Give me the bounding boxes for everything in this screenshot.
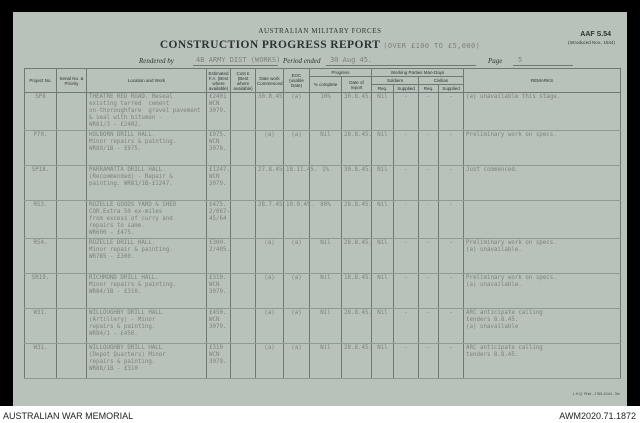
rendered-by-label: Rendered by xyxy=(139,57,174,65)
civilian-req-cell xyxy=(419,344,439,379)
civilian-supplied-cell xyxy=(439,239,464,274)
estimated-cell xyxy=(207,309,231,344)
soldiers-req-cell xyxy=(372,201,394,239)
serial-no-cell xyxy=(57,274,87,309)
col-civilian-req: Req. xyxy=(419,85,439,93)
date-of-report-cell-text: 28.8.45. xyxy=(344,345,372,351)
soldiers-req-cell-text: Nil xyxy=(377,132,388,138)
civilian-req-cell-text: - xyxy=(426,202,431,208)
col-eoc: EOC (usable Date) xyxy=(284,69,310,93)
soldiers-supplied-cell xyxy=(394,344,419,379)
serial-no-cell xyxy=(57,201,87,239)
pct-complete-cell xyxy=(310,274,342,309)
civilian-supplied-cell xyxy=(439,274,464,309)
location-work-cell xyxy=(87,274,207,309)
estimated-cell xyxy=(207,239,231,274)
col-cost: Cost £ (Best where available) xyxy=(231,69,256,93)
eoc-cell xyxy=(284,274,310,309)
eoc-cell-text: 10.9.45. xyxy=(286,202,314,208)
remarks-cell xyxy=(464,274,621,309)
estimated-cell-text: £2401 WCN 3079. xyxy=(209,94,227,114)
cost-cell xyxy=(231,93,256,131)
civilian-supplied-cell xyxy=(439,166,464,201)
location-work-cell xyxy=(87,201,207,239)
eoc-cell-text: 18.11.45. xyxy=(286,167,318,173)
civilian-req-cell xyxy=(419,309,439,344)
col-soldiers-group: Soldiers xyxy=(372,77,419,85)
civilian-req-cell xyxy=(419,274,439,309)
soldiers-supplied-cell-text: - xyxy=(404,167,408,173)
date-of-report-cell-text: 28.8.45. xyxy=(344,132,372,138)
col-working-parties-group: Working Parties Man-Days xyxy=(372,69,464,77)
civilian-req-cell xyxy=(419,239,439,274)
remarks-cell-text: Preliminary work on specs. (a) unavailable. xyxy=(466,240,557,253)
pct-complete-cell-text: 80% xyxy=(320,202,331,208)
soldiers-supplied-cell-text: - xyxy=(404,275,408,281)
eoc-cell xyxy=(284,344,310,379)
civilian-supplied-cell xyxy=(439,93,464,131)
date-of-report-cell-text: 30.8.45. xyxy=(344,94,372,100)
soldiers-supplied-cell-text: - xyxy=(404,240,408,246)
civilian-req-cell-text: - xyxy=(426,275,431,281)
location-work-cell xyxy=(87,93,207,131)
date-commenced-cell-text: (a) xyxy=(264,132,275,138)
civilian-req-cell-text: - xyxy=(426,240,431,246)
organisation-heading: AUSTRALIAN MILITARY FORCES xyxy=(258,27,382,35)
pct-complete-cell-text: Nil xyxy=(320,275,331,281)
col-date-of-report: Date of report xyxy=(342,77,372,93)
civilian-supplied-cell-text: - xyxy=(449,240,453,246)
date-of-report-cell xyxy=(342,274,372,309)
date-commenced-cell xyxy=(256,239,284,274)
project-no-cell xyxy=(25,309,57,344)
soldiers-req-cell-text: Nil xyxy=(377,94,388,100)
project-no-cell-text: SR19. xyxy=(31,275,50,281)
soldiers-req-cell-text: Nil xyxy=(377,275,388,281)
form-code: AAF S.54 xyxy=(580,31,611,38)
soldiers-supplied-cell xyxy=(394,93,419,131)
page-value: 5 xyxy=(518,56,523,64)
col-progress-group: Progress xyxy=(310,69,372,77)
date-commenced-cell xyxy=(256,344,284,379)
remarks-cell xyxy=(464,166,621,201)
eoc-cell xyxy=(284,239,310,274)
date-commenced-cell xyxy=(256,274,284,309)
estimated-cell xyxy=(207,166,231,201)
col-project-no: Project No. xyxy=(25,69,57,93)
remarks-cell xyxy=(464,93,621,131)
eoc-cell-text: (a) xyxy=(291,240,302,246)
eoc-cell xyxy=(284,93,310,131)
project-no-cell-text: R53. xyxy=(33,202,48,208)
remarks-cell xyxy=(464,131,621,166)
date-of-report-cell xyxy=(342,201,372,239)
cost-cell xyxy=(231,239,256,274)
estimated-cell-text: £300. 2/405. xyxy=(209,240,230,253)
project-no-cell-text: W31. xyxy=(33,310,48,316)
remarks-cell xyxy=(464,309,621,344)
date-commenced-cell-text: 30.8.45 xyxy=(258,94,283,100)
project-no-cell xyxy=(25,344,57,379)
estimated-cell xyxy=(207,344,231,379)
soldiers-supplied-cell xyxy=(394,309,419,344)
serial-no-cell xyxy=(57,166,87,201)
soldiers-req-cell xyxy=(372,166,394,201)
report-title xyxy=(13,39,627,51)
page-label: Page xyxy=(488,57,503,65)
location-work-cell xyxy=(87,166,207,201)
civilian-req-cell xyxy=(419,93,439,131)
col-pct-complete: % complete xyxy=(310,77,342,93)
table-row xyxy=(25,309,621,344)
form-note: (Introduced Nov., 1944) xyxy=(568,40,615,45)
soldiers-req-cell-text: Nil xyxy=(377,345,388,351)
soldiers-req-cell xyxy=(372,239,394,274)
pct-complete-cell-text: Nil xyxy=(320,310,331,316)
remarks-cell-text: ARC anticipate calling tenders 8.8.45. xyxy=(466,345,543,358)
printer-note: L.H.Q. Print - 1769-11/44 - 5m xyxy=(573,392,620,396)
civilian-supplied-cell xyxy=(439,201,464,239)
table-row xyxy=(25,201,621,239)
location-work-cell xyxy=(87,344,207,379)
pct-complete-cell xyxy=(310,131,342,166)
col-estimated: Estimated F.A. (Best where available) xyxy=(208,70,229,91)
eoc-cell xyxy=(284,166,318,201)
eoc-cell-text: (a) xyxy=(291,94,302,100)
estimated-cell-text: £310. WCN 3079. xyxy=(209,275,227,295)
pct-complete-cell xyxy=(310,344,342,379)
pct-complete-cell xyxy=(310,239,342,274)
project-no-cell xyxy=(25,274,57,309)
date-commenced-cell-text: 28.7.45 xyxy=(258,202,283,208)
pct-complete-cell xyxy=(310,201,342,239)
location-work-cell-text: WILLOUGHBY DRILL HALL (Artillery) - Minor repairs & painting. WR84/1 - £450. xyxy=(89,310,163,337)
pct-complete-cell-text: Nil xyxy=(320,132,331,138)
report-scope: (OVER £100 TO £5,000) xyxy=(383,42,481,50)
date-of-report-cell xyxy=(342,309,372,344)
remarks-cell-text: Preliminary work on specs. xyxy=(466,132,557,138)
date-commenced-cell xyxy=(256,201,284,239)
location-work-cell xyxy=(87,309,207,344)
col-date-commenced: Date work Commenced xyxy=(256,69,284,93)
soldiers-supplied-cell-text: - xyxy=(404,94,408,100)
eoc-cell-text: (a) xyxy=(291,275,302,281)
period-ended-label: Period ended xyxy=(283,57,321,65)
date-of-report-cell-text: 28.8.45. xyxy=(344,202,372,208)
project-no-cell-text: SP8 xyxy=(35,94,46,100)
table-row xyxy=(25,166,621,201)
civilian-supplied-cell-text: - xyxy=(449,310,453,316)
location-work-cell-text: THEATRE RED ROAD. Reseal existing tarred cement on-thoroughfare gravel pavement & seal with bitumen - WR81/3 - £2402. xyxy=(89,94,201,128)
eoc-cell-text: (a) xyxy=(291,310,302,316)
col-remarks: REMARKS xyxy=(464,69,621,93)
remarks-cell xyxy=(464,344,621,379)
estimated-cell xyxy=(207,201,231,239)
remarks-cell-text: ARC anticipate calling tenders 8.8.45. (a) unavailable xyxy=(466,310,543,330)
pct-complete-cell xyxy=(310,309,342,344)
date-of-report-cell xyxy=(342,344,372,379)
rendered-by-underline xyxy=(193,65,278,66)
date-of-report-cell-text: 18.8.45. xyxy=(344,275,372,281)
eoc-cell-text: (a) xyxy=(291,345,302,351)
soldiers-supplied-cell-text: - xyxy=(404,310,408,316)
date-commenced-cell-text: (a) xyxy=(264,240,275,246)
col-soldiers-supplied: Supplied xyxy=(394,85,419,93)
civilian-supplied-cell-text: - xyxy=(449,275,453,281)
date-commenced-cell xyxy=(256,309,284,344)
remarks-cell xyxy=(464,239,621,274)
soldiers-req-cell xyxy=(372,274,394,309)
date-commenced-cell xyxy=(256,166,284,201)
table-row xyxy=(25,344,621,379)
eoc-cell xyxy=(284,201,314,239)
date-commenced-cell-text: (a) xyxy=(264,310,275,316)
project-no-cell xyxy=(25,201,57,239)
estimated-cell xyxy=(207,93,231,131)
estimated-cell-text: £450. WCN 3079. xyxy=(209,310,227,330)
date-of-report-cell xyxy=(342,93,372,131)
project-no-cell xyxy=(25,166,57,201)
date-of-report-cell xyxy=(342,166,372,201)
serial-no-cell xyxy=(57,93,87,131)
eoc-cell xyxy=(284,309,310,344)
date-commenced-cell-text: (a) xyxy=(264,345,275,351)
footer-credit: AUSTRALIAN WAR MEMORIAL xyxy=(3,411,134,421)
cost-cell xyxy=(231,344,256,379)
soldiers-req-cell-text: Nil xyxy=(377,202,388,208)
date-commenced-cell xyxy=(256,93,284,131)
location-work-cell xyxy=(87,131,207,166)
location-work-cell-text: ROZELLE DRILL HALL. Minor repair & painting. WR785 - £300. xyxy=(89,240,173,260)
project-no-cell-text: R54. xyxy=(33,240,48,246)
civilian-req-cell xyxy=(419,166,439,201)
cost-cell xyxy=(231,309,256,344)
estimated-cell-text: £310 WCN 3079. xyxy=(209,345,227,365)
estimated-cell-text: £975. WCN 3078. xyxy=(209,132,227,152)
pct-complete-cell xyxy=(310,93,342,131)
eoc-cell xyxy=(284,131,310,166)
rendered-by-value: 4B ARMY DIST (WORKS) xyxy=(196,56,281,64)
estimated-cell-text: £1247. WCN 3079. xyxy=(209,167,230,187)
location-work-cell xyxy=(87,239,207,274)
civilian-req-cell-text: - xyxy=(426,94,431,100)
cost-cell xyxy=(231,131,256,166)
project-no-cell xyxy=(25,239,57,274)
project-no-cell-text: P70. xyxy=(33,132,48,138)
period-ended-value: 30 Aug 45. xyxy=(330,56,373,64)
table-row xyxy=(25,274,621,309)
civilian-supplied-cell-text: - xyxy=(449,202,453,208)
report-sheet xyxy=(13,12,627,406)
estimated-cell xyxy=(207,274,231,309)
remarks-cell-text: Preliminary work on specs. (a) unavailable. xyxy=(466,275,557,288)
civilian-supplied-cell-text: - xyxy=(449,94,453,100)
date-commenced-cell-text: (a) xyxy=(264,275,275,281)
serial-no-cell xyxy=(57,131,87,166)
soldiers-supplied-cell-text: - xyxy=(404,132,408,138)
cost-cell xyxy=(231,274,256,309)
serial-no-cell xyxy=(57,344,87,379)
civilian-req-cell-text: - xyxy=(426,132,431,138)
civilian-req-cell-text: - xyxy=(426,167,431,173)
date-of-report-cell-text: 28.8.45. xyxy=(344,240,372,246)
date-of-report-cell-text: 28.8.45. xyxy=(344,310,372,316)
serial-no-cell xyxy=(57,239,87,274)
pct-complete-cell-text: Nil xyxy=(320,240,331,246)
soldiers-supplied-cell xyxy=(394,201,419,239)
eoc-cell-text: (a) xyxy=(291,132,302,138)
civilian-supplied-cell xyxy=(439,309,464,344)
project-no-cell xyxy=(25,93,57,131)
soldiers-supplied-cell xyxy=(394,131,419,166)
report-title-text: CONSTRUCTION PROGRESS REPORT xyxy=(159,39,380,51)
table-row xyxy=(25,239,621,274)
table-row xyxy=(25,93,621,131)
project-no-cell-text: SP18. xyxy=(31,167,50,173)
col-civilian-group: Civilian xyxy=(419,77,464,85)
soldiers-req-cell xyxy=(372,309,394,344)
col-location-work: Location and Work xyxy=(87,69,207,93)
progress-table xyxy=(24,68,621,379)
serial-no-cell xyxy=(57,309,87,344)
project-no-cell-text: W31. xyxy=(33,345,48,351)
remarks-cell xyxy=(464,201,621,239)
civilian-supplied-cell-text: - xyxy=(449,167,453,173)
civilian-supplied-cell xyxy=(439,131,464,166)
soldiers-req-cell xyxy=(372,344,394,379)
soldiers-req-cell xyxy=(372,93,394,131)
soldiers-supplied-cell-text: - xyxy=(404,202,408,208)
date-of-report-cell xyxy=(342,239,372,274)
pct-complete-cell-text: 1% xyxy=(322,167,329,173)
date-of-report-cell xyxy=(342,131,372,166)
footer-accession-number: AWM2020.71.1872 xyxy=(559,411,636,421)
cost-cell xyxy=(231,166,256,201)
date-commenced-cell xyxy=(256,131,284,166)
remarks-cell-text: Just commenced. xyxy=(466,167,519,173)
civilian-supplied-cell xyxy=(439,344,464,379)
estimated-cell-text: £475. 2/067- 45/64 xyxy=(209,202,230,222)
civilian-req-cell-text: - xyxy=(426,310,431,316)
col-soldiers-req: Req. xyxy=(372,85,394,93)
location-work-cell-text: WILLOUGHBY DRILL HALL (Depot Quarters) Minor repairs & painting. WR88/1B - £310 xyxy=(89,345,166,372)
soldiers-supplied-cell-text: - xyxy=(404,345,408,351)
soldiers-req-cell-text: Nil xyxy=(377,240,388,246)
civilian-supplied-cell-text: - xyxy=(449,132,453,138)
location-work-cell-text: HOLBORN DRILL HALL. Minor repairs & painting. WR89/1B - £975. xyxy=(89,132,177,152)
project-no-cell xyxy=(25,131,57,166)
civilian-supplied-cell-text: - xyxy=(449,345,453,351)
period-ended-underline xyxy=(326,65,476,66)
page-underline xyxy=(513,65,573,66)
civilian-req-cell xyxy=(419,131,439,166)
soldiers-req-cell-text: Nil xyxy=(377,310,388,316)
estimated-cell xyxy=(207,131,231,166)
location-work-cell-text: ROZELLE GOODS YARD & SHED COR.Extra 50 ex-miles from excess of curry and repairs to same. WR600 - £475. xyxy=(89,202,177,236)
soldiers-supplied-cell xyxy=(394,166,419,201)
soldiers-req-cell-text: Nil xyxy=(377,167,388,173)
soldiers-supplied-cell xyxy=(394,274,419,309)
soldiers-req-cell xyxy=(372,131,394,166)
table-row xyxy=(25,131,621,166)
cost-cell xyxy=(231,201,256,239)
location-work-cell-text: PARRAMATTA DRILL HALL. (Recommended) - Repair & painting. WR81/1B-£1247. xyxy=(89,167,173,187)
date-of-report-cell-text: 30.8.45. xyxy=(344,167,372,173)
soldiers-supplied-cell xyxy=(394,239,419,274)
pct-complete-cell-text: Nil xyxy=(320,345,331,351)
pct-complete-cell-text: 10% xyxy=(320,94,331,100)
date-commenced-cell-text: 27.8.45 xyxy=(258,167,283,173)
civilian-req-cell xyxy=(419,201,439,239)
col-serial-no: Serial No. & Priority xyxy=(57,69,87,93)
col-civilian-supplied: Supplied xyxy=(439,85,464,93)
civilian-req-cell-text: - xyxy=(426,345,431,351)
remarks-cell-text: (a) unavailable this stage. xyxy=(466,94,561,100)
location-work-cell-text: RICHMOND DRILL HALL. Minor repairs & painting. WR84/1B - £310. xyxy=(89,275,177,295)
